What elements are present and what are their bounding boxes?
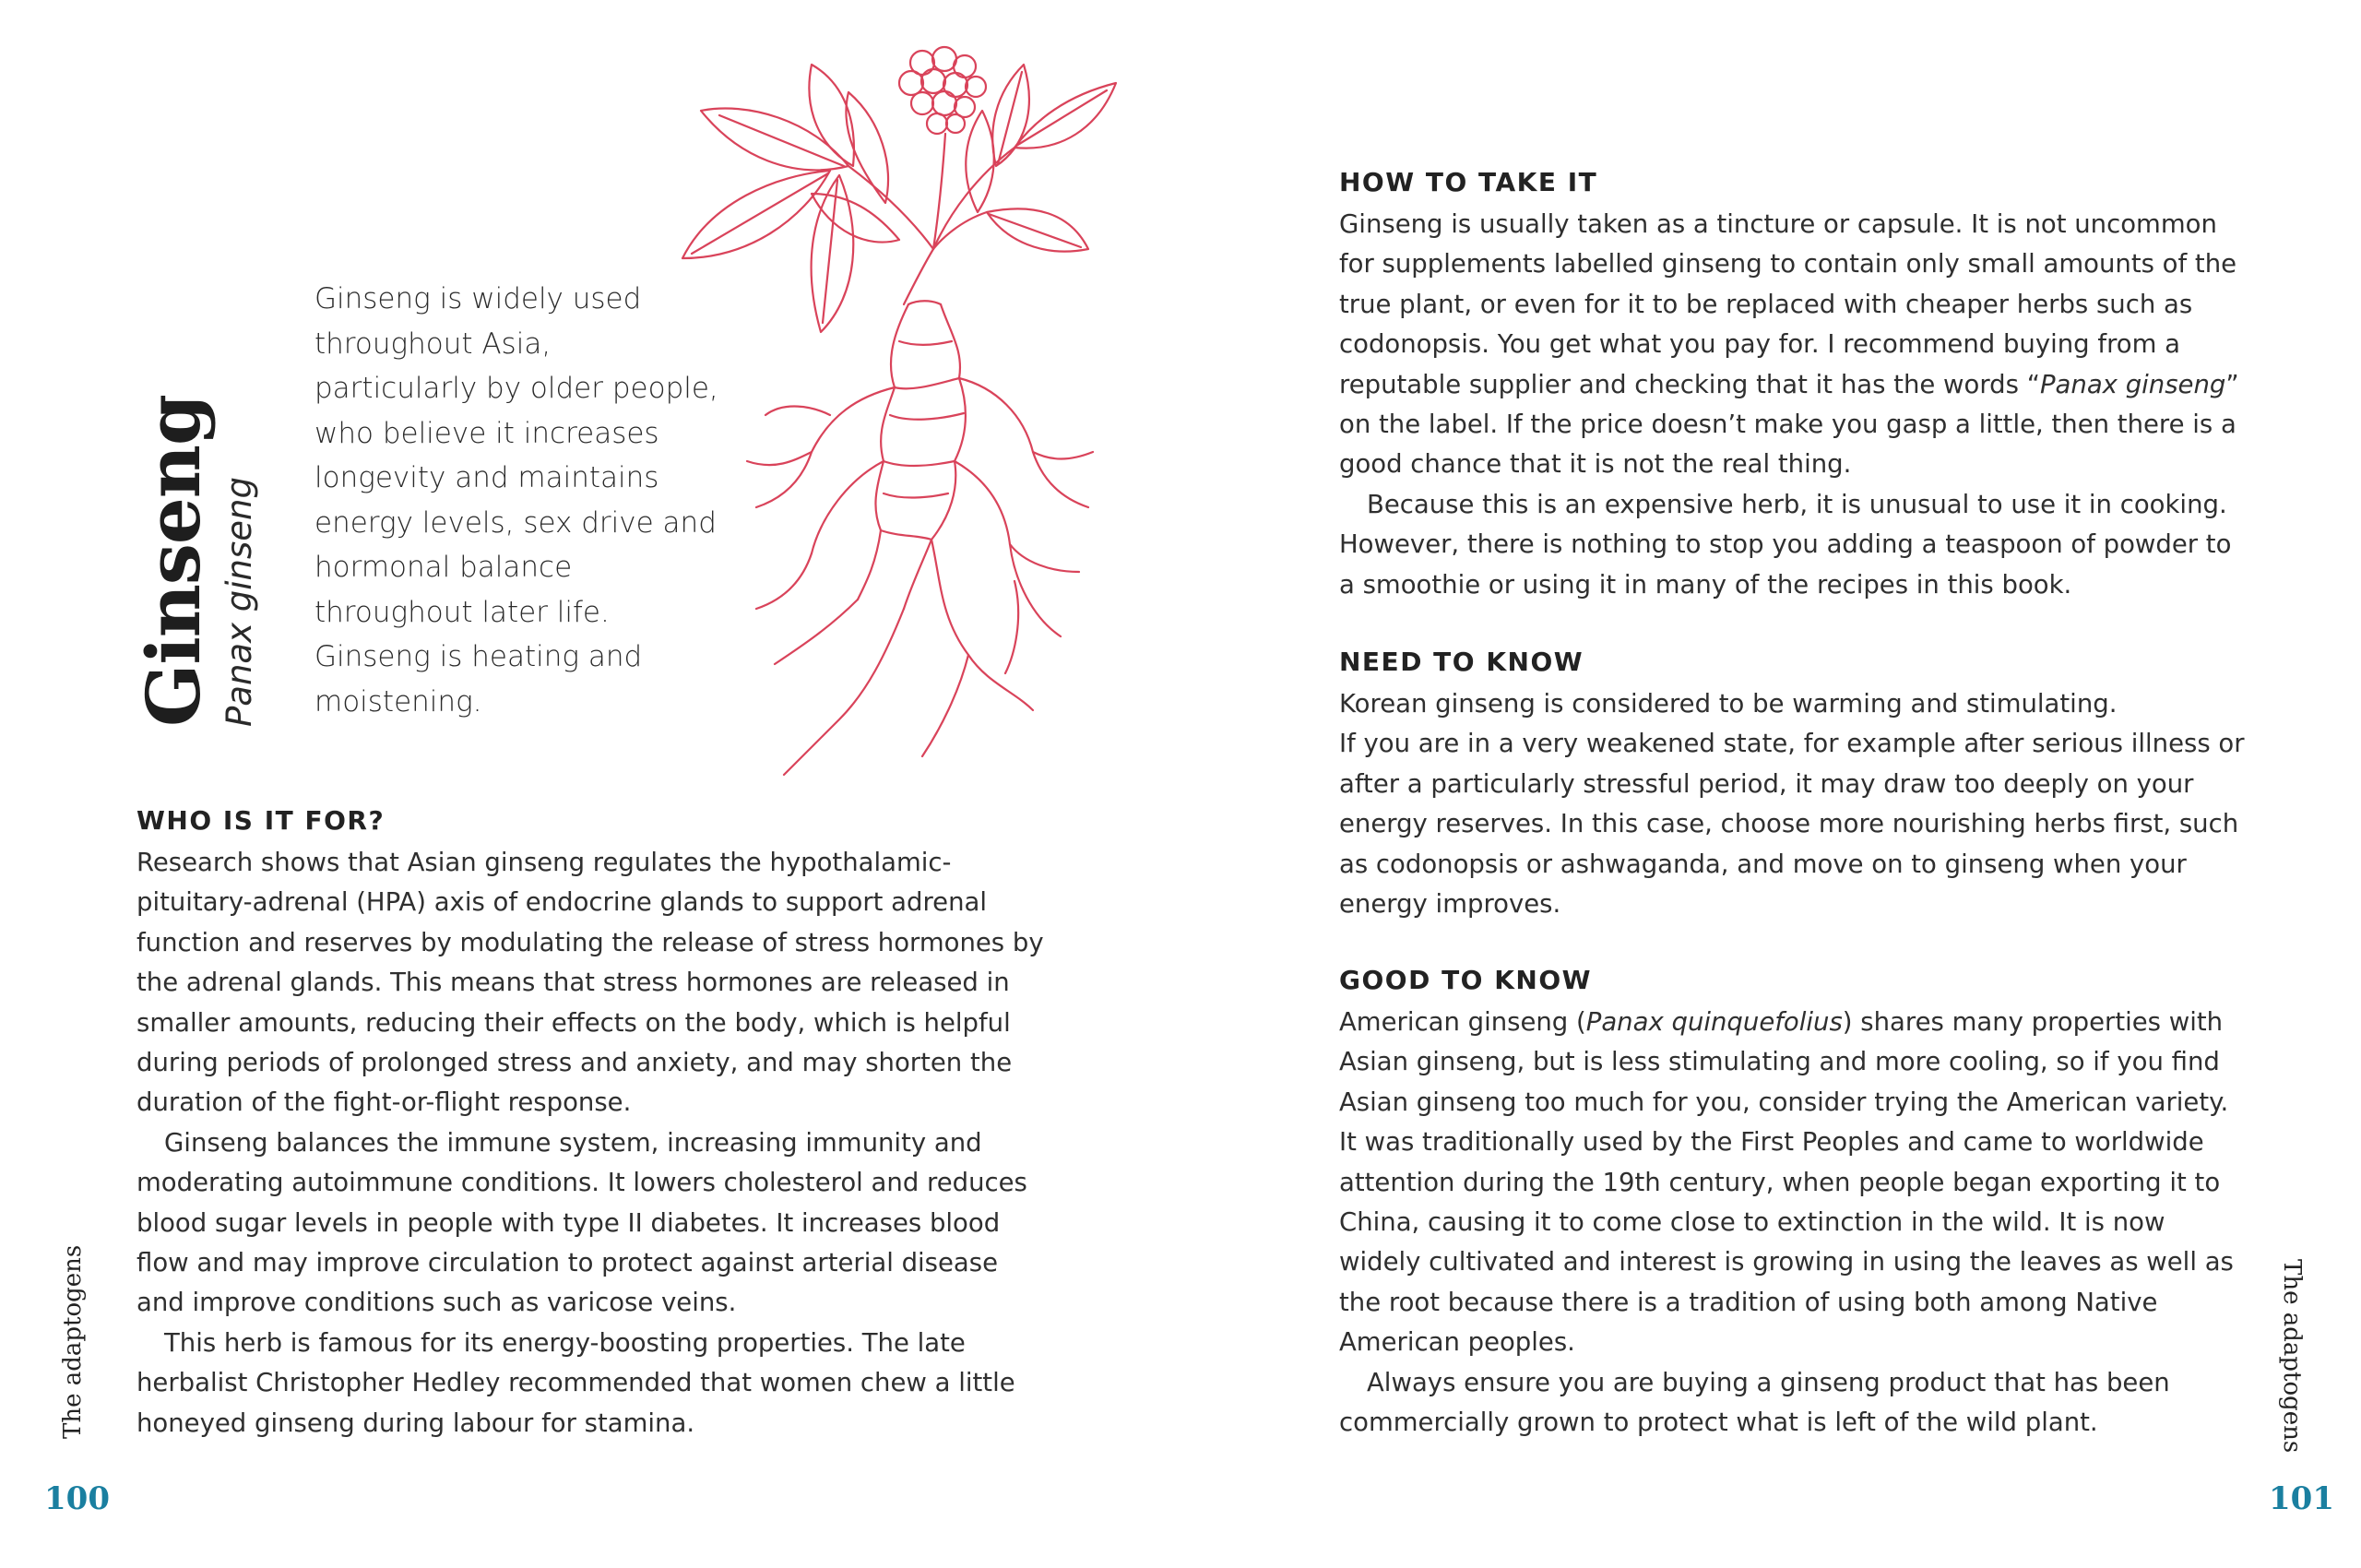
running-head-left: The adaptogens: [59, 1244, 87, 1439]
section-heading-good: GOOD TO KNOW: [1339, 965, 1593, 995]
section-heading-how: HOW TO TAKE IT: [1339, 167, 1598, 197]
text-span: ) shares many properties with Asian ginseng, but is less stimulating and more cooling, so if you find Asian ginseng too much for you, consider trying the American variety. It was traditionally used by the First Peoples and came to worldwide attention during the 19th century, when people began exporting it to China, causing it to come close to extinction in the wild. It is now widely cultivated and interest is growing in using the leaves as well as the root because there is a tradition of using both among Native American peoples.: [1339, 1007, 2234, 1358]
herb-title: Ginseng: [130, 395, 217, 727]
paragraph: Always ensure you are buying a ginseng product that has been commercially grown to protect what is left of the wild plant.: [1339, 1367, 2170, 1438]
paragraph: Ginseng balances the immune system, increasing immunity and moderating autoimmune conditions. It lowers cholesterol and reduces blood sugar levels in people with type II diabetes. It increases blood flow and may improve circulation to protect against arterial disease and improve conditions such as varicose veins.: [136, 1127, 1027, 1318]
section-heading-who: WHO IS IT FOR?: [136, 805, 386, 836]
section-body-need: [1339, 684, 2252, 924]
page-number-left: 100: [44, 1480, 110, 1517]
section-body-who: [136, 843, 1050, 1443]
page-number-right: 101: [2269, 1480, 2334, 1517]
running-head-right: The adaptogens: [2278, 1259, 2306, 1454]
text-span: Ginseng is usually taken as a tincture or capsule. It is not uncommon for supplements labelled ginseng to contain only small amounts of the true plant, or even for it to be replaced with cheaper herbs such as codonopsis. You get what you pay for. I recommend buying from a reputable supplier and checking that it has the words “: [1339, 209, 2237, 399]
text-span: ” on the label. If the price doesn’t make you gasp a little, then there is a good chance that it is not the real thing.: [1339, 369, 2239, 480]
paragraph: [1339, 1003, 2252, 1363]
paragraph: [1339, 205, 2252, 485]
paragraph: Korean ginseng is considered to be warming and stimulating.: [1339, 689, 2118, 719]
paragraph: This herb is famous for its energy-boosting properties. The late herbalist Christopher Hedley recommended that women chew a little honeyed ginseng during labour for stamina.: [136, 1327, 1015, 1438]
herb-latin-name: Panax ginseng: [219, 477, 259, 727]
intro-text: Ginseng is widely used throughout Asia, particularly by older people, who believe it increases longevity and maintains energy levels, sex drive and hormonal balance throughout later life. Ginseng is heating and moistening.: [314, 282, 718, 719]
paragraph: Research shows that Asian ginseng regulates the hypothalamic-pituitary-adrenal (HPA) axis of endocrine glands to support adrenal function and reserves by modulating the release of stress hormones by the adrenal glands. This means that stress hormones are released in smaller amounts, reducing their effects on the body, which is helpful during periods of prolonged stress and anxiety, and may shorten the duration of the fight-or-flight response.: [136, 848, 1044, 1118]
paragraph: Because this is an expensive herb, it is unusual to use it in cooking. However, there is nothing to stop you adding a teaspoon of powder to a smoothie or using it in many of the recipes in this book.: [1339, 489, 2232, 600]
section-body-how: [1339, 205, 2252, 605]
section-body-good: [1339, 1003, 2252, 1443]
text-span: American ginseng (: [1339, 1007, 1586, 1037]
section-heading-need: NEED TO KNOW: [1339, 647, 1584, 677]
paragraph: If you are in a very weakened state, for example after serious illness or after a particularly stressful period, it may draw too deeply on your energy reserves. In this case, choose more nourishing herbs first, such as codonopsis or ashwaganda, and move on to ginseng when your energy improves.: [1339, 729, 2245, 920]
emphasis: Panax quinquefolius: [1585, 1007, 1843, 1037]
berry-cluster: [899, 47, 986, 134]
emphasis: Panax ginseng: [2039, 369, 2226, 399]
